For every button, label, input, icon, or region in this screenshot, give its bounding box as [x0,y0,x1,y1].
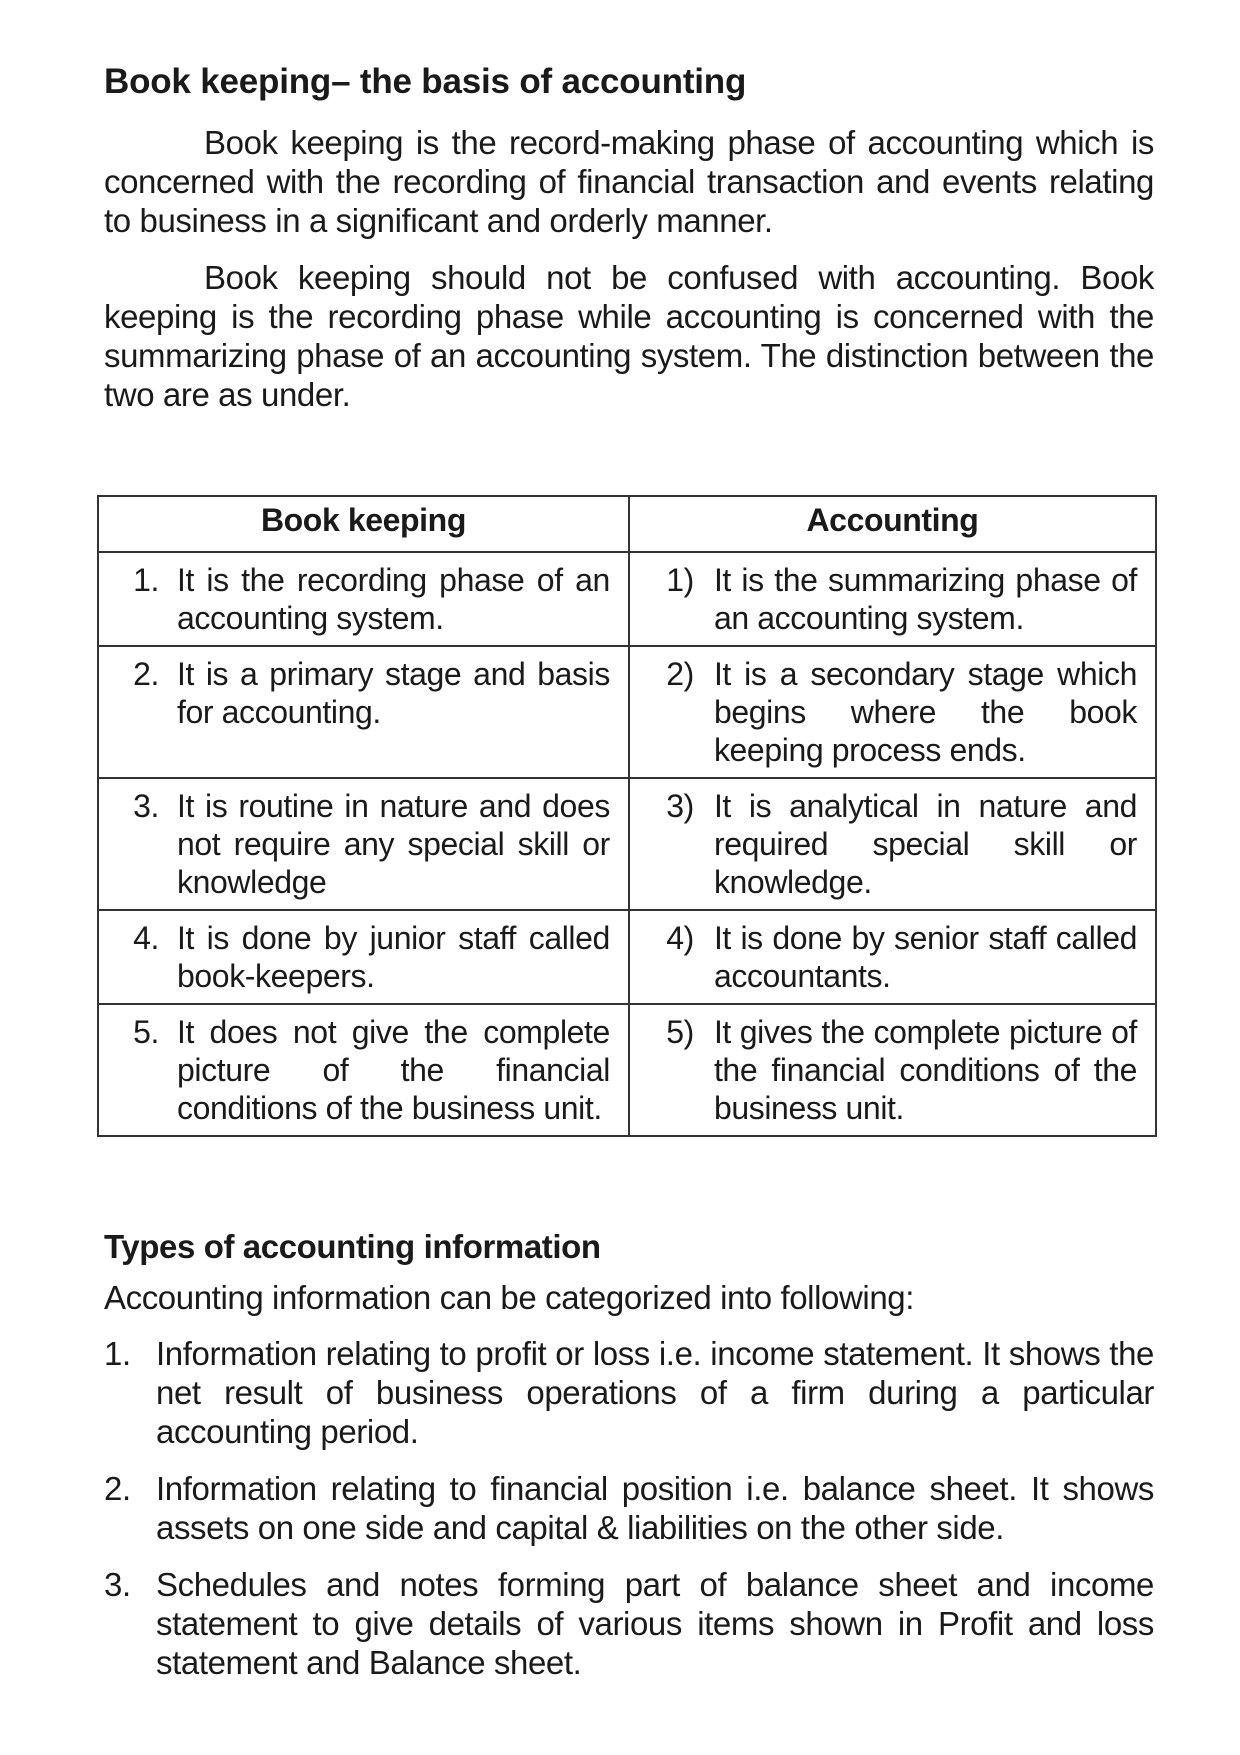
section-intro: Accounting information can be categorized into following: [104,1279,915,1316]
table-cell [629,646,1156,778]
book-keeping-point: It is a primary stage and basis for accounting. [177,656,610,730]
list-text: Information relating to profit or loss i.e. income statement. It shows the net result of business operations of a firm during a particular accounting period. [156,1335,1154,1450]
table-cell [629,910,1156,1004]
list-item [104,1469,1154,1547]
book-keeping-point: It is done by junior staff called book-keepers. [177,920,610,994]
table-cell [98,1004,629,1136]
accounting-point: It is done by senior staff called accountants. [713,920,1137,994]
list-number: 2. [104,1470,131,1507]
row-number: 2. [133,656,159,692]
row-number: 4. [133,920,159,956]
row-number: 5) [666,1014,694,1050]
row-number: 3. [133,788,159,824]
accounting-point: It gives the complete picture of the financial conditions of the business unit. [713,1014,1137,1126]
column-header-book-keeping: Book keeping [98,496,629,552]
list-item [104,1334,1154,1451]
table-body [98,552,1156,1136]
book-keeping-point: It is the recording phase of an accounting system. [177,562,610,636]
row-number: 2) [666,656,694,692]
table-header-row [98,496,1156,552]
table-cell [629,552,1156,646]
table-row [98,552,1156,646]
table-row [98,910,1156,1004]
list-number: 3. [104,1566,131,1603]
list-text: Schedules and notes forming part of balance sheet and income statement to give details of various items shown in Profit and loss statement and Balance sheet. [156,1566,1154,1681]
paragraph-1: Book keeping is the record-making phase of accounting which is concerned with the recording of financial transaction and events relating to business in a significant and orderly manner. [104,124,1154,239]
table-row [98,778,1156,910]
section-heading-types: Types of accounting information [104,1228,601,1265]
row-number: 4) [666,920,694,956]
comparison-table [97,495,1157,1137]
table-cell [629,1004,1156,1136]
row-number: 5. [133,1014,159,1050]
accounting-point: It is the summarizing phase of an accounting system. [713,562,1137,636]
list-number: 1. [104,1335,131,1372]
list-item [104,1565,1154,1682]
table-cell [98,552,629,646]
row-number: 1. [133,562,159,598]
table-cell [98,778,629,910]
table-cell [98,910,629,1004]
accounting-point: It is analytical in nature and required special skill or knowledge. [713,788,1137,900]
table-cell [629,778,1156,910]
row-number: 3) [666,788,694,824]
accounting-point: It is a secondary stage which begins where the book keeping process ends. [713,656,1137,768]
paragraph-2: Book keeping should not be confused with accounting. Book keeping is the recording phase while accounting is concerned with the summarizing phase of an accounting system. The distinction between the two are as under. [104,259,1154,413]
column-header-accounting: Accounting [629,496,1156,552]
section-heading: Book keeping– the basis of accounting [104,62,747,101]
book-keeping-point: It is routine in nature and does not require any special skill or knowledge [177,788,610,900]
row-number: 1) [666,562,694,598]
information-types-list [104,1334,1154,1700]
list-text: Information relating to financial position i.e. balance sheet. It shows assets on one side and capital & liabilities on the other side. [156,1470,1154,1546]
table-cell [98,646,629,778]
table-row [98,1004,1156,1136]
table-row [98,646,1156,778]
book-keeping-point: It does not give the complete picture of the financial conditions of the business unit. [177,1014,610,1126]
